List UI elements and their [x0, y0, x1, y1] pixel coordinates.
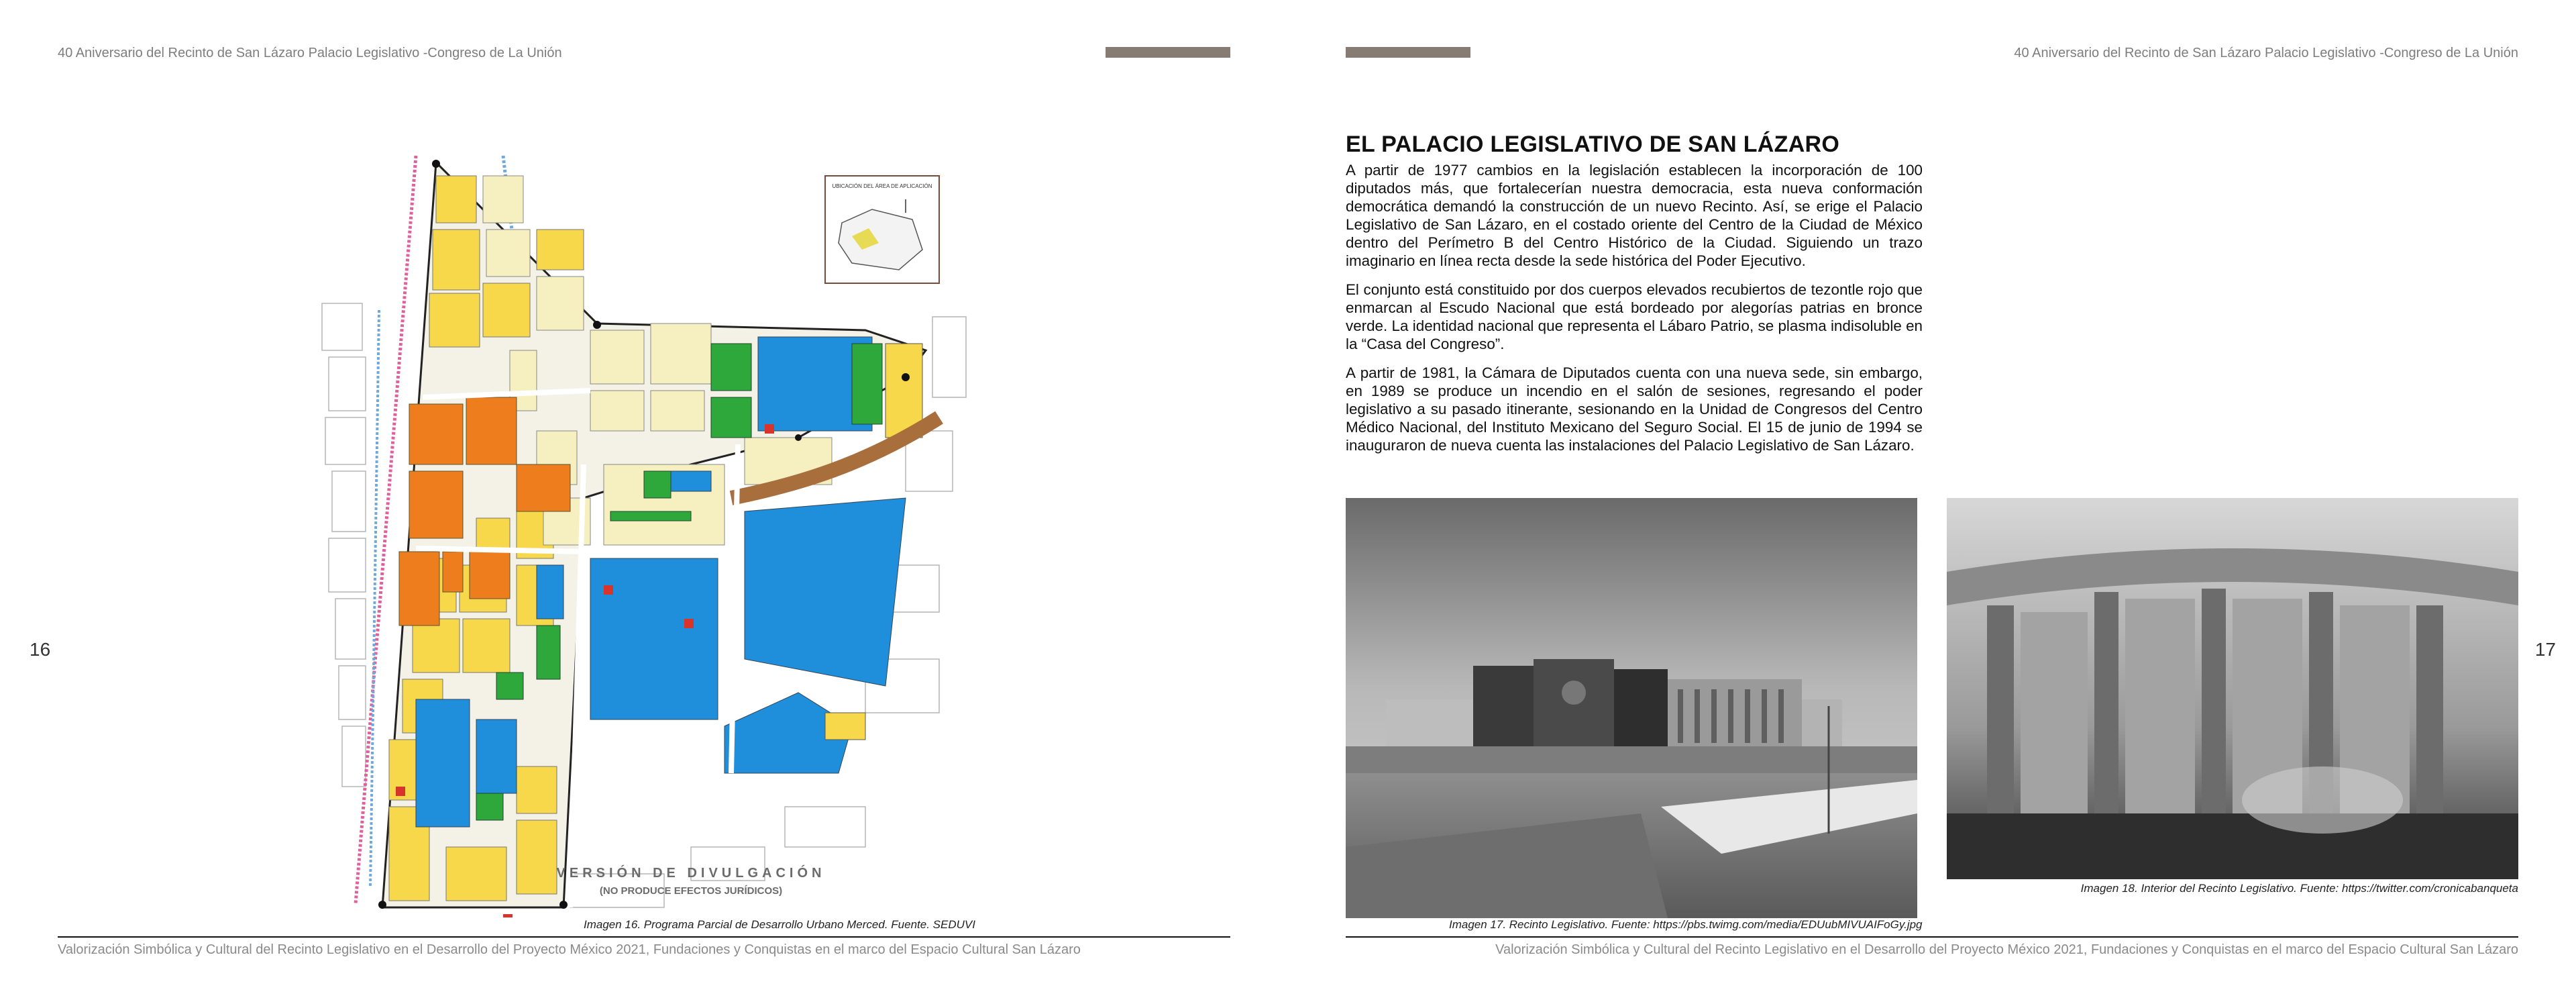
paragraph-1: A partir de 1977 cambios en la legislación establecen la incorporación de 100 diputados más, que fortalecerían nuestra democracia, esta nueva conformación democrática demandó la construcción de un nuevo Recinto. Así, se erige el Palacio Legislativo de San Lázaro, en el costado oriente del Centro de la Ciudad de México dentro del Perímetro B del Centro Histórico de la Ciudad. Siguiendo un trazo imaginario en línea recta desde la sede histórica del Poder Ejecutivo. — [1346, 162, 1923, 269]
footer-rule-left — [58, 936, 1230, 938]
page-number-right: 17 — [2534, 639, 2556, 660]
disclosure-stamp-line2: (NO PRODUCE EFECTOS JURÍDICOS) — [599, 885, 783, 897]
page-number-left: 16 — [30, 639, 51, 660]
paragraph-2: El conjunto está constituido por dos cuerpos elevados recubiertos de tezontle rojo que enmarcan al Escudo Nacional que está bordeado por alegorías patrias en bronce verde. La identidad nacional que representa el Lábaro Patrio, se plasma indisoluble en la “Casa del Congreso”. — [1346, 281, 1923, 352]
photo-burnt-interior — [1947, 498, 2518, 879]
caption-image-18: Imagen 18. Interior del Recinto Legislativo. Fuente: https://twitter.com/cronicabanqueta — [2080, 882, 2518, 895]
header-accent-bar-left — [1106, 47, 1230, 58]
running-head-right: 40 Aniversario del Recinto de San Lázaro Palacio Legislativo -Congreso de La Unión — [2014, 46, 2518, 60]
disclosure-stamp-line1: VERSIÓN DE DIVULGACIÓN — [556, 866, 826, 881]
right-page — [1288, 0, 2576, 996]
header-accent-bar-right — [1346, 47, 1470, 58]
footer-rule-right — [1346, 936, 2518, 938]
photo-legislative-building — [1346, 498, 1917, 918]
urban-development-map — [315, 149, 986, 918]
caption-image-16: Imagen 16. Programa Parcial de Desarrollo Urbano Merced. Fuente. SEDUVI — [584, 918, 975, 931]
paragraph-3: A partir de 1981, la Cámara de Diputados cuenta con una nueva sede, sin embargo, en 1989 se produce un incendio en el salón de sesiones, regresando el poder legislativo a su pasado itinerante, sesionando en la Unidad de Congresos del Centro Médico Nacional, del Instituto Mexicano del Seguro Social. El 15 de junio de 1994 se inauguraron de nueva cuenta las instalaciones del Palacio Legislativo de San Lázaro. — [1346, 364, 1923, 454]
inset-map-title: UBICACIÓN DEL ÁREA DE APLICACIÓN — [832, 183, 932, 189]
footer-right: Valorización Simbólica y Cultural del Recinto Legislativo en el Desarrollo del Proyecto México 2021, Fundaciones y Conquistas en el marco del Espacio Cultural San Lázaro — [1495, 942, 2518, 957]
body-text — [1346, 161, 1923, 465]
footer-left: Valorización Simbólica y Cultural del Recinto Legislativo en el Desarrollo del Proyecto México 2021, Fundaciones y Conquistas en el marco del Espacio Cultural San Lázaro — [58, 942, 1081, 957]
section-title: EL PALACIO LEGISLATIVO DE SAN LÁZARO — [1346, 132, 1840, 157]
running-head-left: 40 Aniversario del Recinto de San Lázaro Palacio Legislativo -Congreso de La Unión — [58, 46, 562, 60]
caption-image-17: Imagen 17. Recinto Legislativo. Fuente: https://pbs.twimg.com/media/EDUubMIVUAIFoGy.jpg — [1449, 918, 1923, 931]
